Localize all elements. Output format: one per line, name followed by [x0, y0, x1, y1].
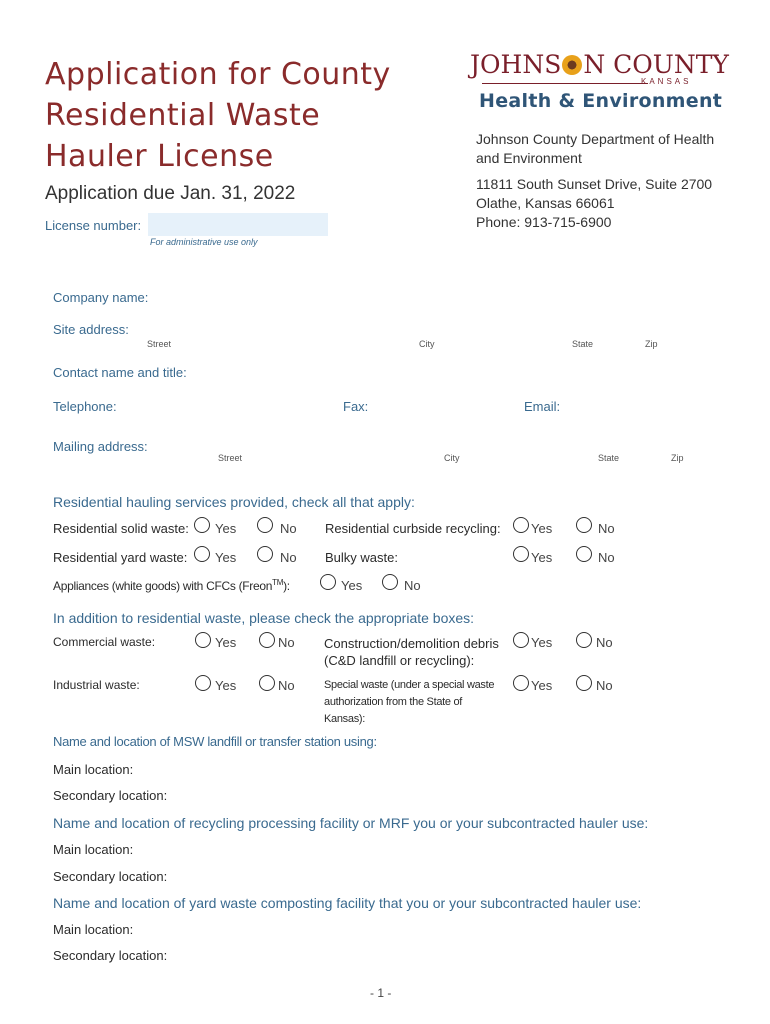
msw-secondary-label: Secondary location: — [53, 788, 168, 803]
special-yes-label: Yes — [531, 678, 553, 693]
agency-phone: Phone: 913-715-6900 — [476, 214, 612, 230]
appliances-yes-label: Yes — [341, 578, 363, 593]
special-no-radio[interactable] — [576, 675, 592, 691]
page-number: - 1 - — [370, 986, 392, 1000]
site-city-label: City — [419, 339, 435, 349]
appliances-end: ): — [283, 579, 290, 593]
yard-waste-no-label: No — [280, 550, 297, 565]
commercial-label: Commercial waste: — [53, 635, 156, 649]
bulky-yes-label: Yes — [531, 550, 553, 565]
bulky-waste-label: Bulky waste: — [325, 550, 398, 565]
solid-waste-no-radio[interactable] — [257, 517, 273, 533]
site-zip-label: Zip — [645, 339, 658, 349]
appliances-label — [53, 578, 290, 593]
logo-department: Health & Environment — [479, 90, 723, 112]
yard-main-label: Main location: — [53, 922, 134, 937]
solid-waste-label: Residential solid waste: — [53, 521, 189, 536]
yard-waste-yes-label: Yes — [215, 550, 237, 565]
mailing-address-label: Mailing address: — [53, 439, 148, 454]
curbside-yes-label: Yes — [531, 521, 553, 536]
special-waste-label: Special waste (under a special waste authorization from the State of Kansas): — [324, 679, 495, 725]
agency-address — [476, 175, 736, 232]
solid-waste-no-label: No — [280, 521, 297, 536]
appliances-no-radio[interactable] — [382, 574, 398, 590]
license-number-field[interactable] — [148, 213, 328, 236]
appliances-text: Appliances (white goods) with CFCs (Freon — [53, 579, 273, 593]
bulky-yes-radio[interactable] — [513, 546, 529, 562]
cd-label: Construction/demolition debris (C&D landfill or recycling): — [324, 636, 499, 668]
msw-heading: Name and location of MSW landfill or transfer station using: — [53, 734, 377, 749]
license-number-label: License number: — [45, 218, 142, 233]
logo-kansas: KANSAS — [641, 77, 692, 86]
sunflower-icon — [562, 55, 582, 75]
yard-heading: Name and location of yard waste composting facility that you or your subcontracted hauler use: — [53, 895, 642, 911]
commercial-no-radio[interactable] — [259, 632, 275, 648]
msw-main-label: Main location: — [53, 762, 134, 777]
curbside-no-radio[interactable] — [576, 517, 592, 533]
site-street-label: Street — [147, 339, 172, 349]
cd-no-radio[interactable] — [576, 632, 592, 648]
recycling-heading: Name and location of recycling processing facility or MRF you or your subcontracted hauler use: — [53, 815, 649, 831]
industrial-yes-radio[interactable] — [195, 675, 211, 691]
special-no-label: No — [596, 678, 613, 693]
industrial-no-radio[interactable] — [259, 675, 275, 691]
site-address-label: Site address: — [53, 322, 129, 337]
bulky-no-radio[interactable] — [576, 546, 592, 562]
yard-waste-yes-radio[interactable] — [194, 546, 210, 562]
mail-street-label: Street — [218, 453, 243, 463]
appliances-no-label: No — [404, 578, 421, 593]
additional-heading: In addition to residential waste, please check the appropriate boxes: — [53, 610, 475, 626]
yard-waste-label: Residential yard waste: — [53, 550, 188, 565]
yard-waste-no-radio[interactable] — [257, 546, 273, 562]
application-due: Application due Jan. 31, 2022 — [45, 183, 296, 204]
recycling-main-label: Main location: — [53, 842, 134, 857]
agency-name: Johnson County Department of Health and Environment — [476, 131, 715, 166]
special-yes-radio[interactable] — [513, 675, 529, 691]
fax-label: Fax: — [343, 399, 369, 414]
cd-yes-label: Yes — [531, 635, 553, 650]
agency-street: 11811 South Sunset Drive, Suite 2700 — [476, 176, 713, 192]
commercial-yes-radio[interactable] — [195, 632, 211, 648]
appliances-yes-radio[interactable] — [320, 574, 336, 590]
admin-note: For administrative use only — [150, 237, 258, 247]
commercial-no-label: No — [278, 635, 295, 650]
curbside-yes-radio[interactable] — [513, 517, 529, 533]
contact-label: Contact name and title: — [53, 365, 187, 380]
johnson-county-logo — [470, 50, 729, 79]
trademark: TM — [272, 578, 284, 587]
cd-yes-radio[interactable] — [513, 632, 529, 648]
industrial-yes-label: Yes — [215, 678, 237, 693]
logo-divider — [482, 83, 648, 84]
cd-no-label: No — [596, 635, 613, 650]
residential-heading: Residential hauling services provided, check all that apply: — [53, 494, 415, 510]
site-state-label: State — [572, 339, 594, 349]
curbside-no-label: No — [598, 521, 615, 536]
agency-city: Olathe, Kansas 66061 — [476, 195, 615, 211]
company-name-label: Company name: — [53, 290, 149, 305]
industrial-no-label: No — [278, 678, 295, 693]
yard-secondary-label: Secondary location: — [53, 948, 168, 963]
mail-state-label: State — [598, 453, 620, 463]
curbside-label: Residential curbside recycling: — [325, 521, 501, 536]
recycling-secondary-label: Secondary location: — [53, 869, 168, 884]
bulky-no-label: No — [598, 550, 615, 565]
commercial-yes-label: Yes — [215, 635, 237, 650]
industrial-label: Industrial waste: — [53, 678, 140, 692]
telephone-label: Telephone: — [53, 399, 117, 414]
mail-zip-label: Zip — [671, 453, 684, 463]
email-label: Email: — [524, 399, 561, 414]
logo-text-left: JOHNS — [470, 50, 562, 79]
solid-waste-yes-label: Yes — [215, 521, 237, 536]
mail-city-label: City — [444, 453, 460, 463]
page-title: Application for County Residential Waste Hauler License — [45, 57, 391, 174]
logo-text-right: N COUNTY — [583, 50, 729, 79]
solid-waste-yes-radio[interactable] — [194, 517, 210, 533]
